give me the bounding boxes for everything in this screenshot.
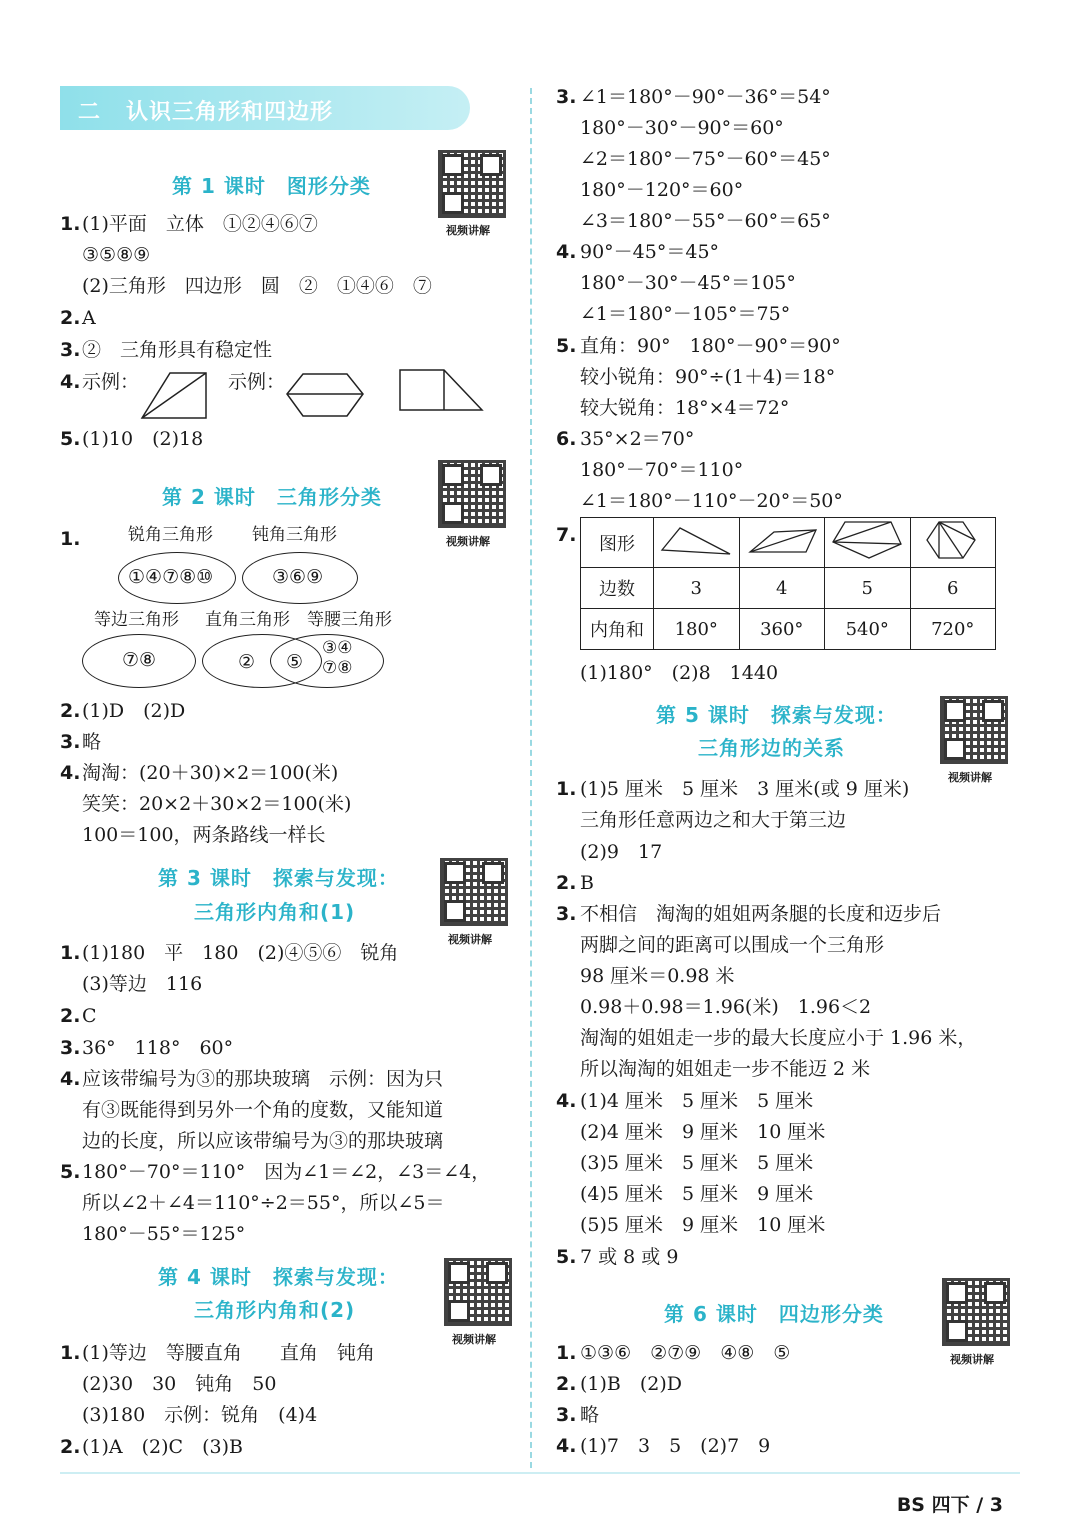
lesson-2-title: 第 2 课时 三角形分类 [162, 485, 382, 509]
q-number: 5. [556, 1246, 577, 1268]
answer-line: 98 厘米＝0.98 米 [580, 965, 735, 987]
row-header-angle-sum: 内角和 [581, 609, 654, 650]
sides-cell: 3 [654, 568, 740, 609]
q-number: 1. [60, 213, 81, 235]
iso-set-a: ③④ [322, 638, 353, 658]
answer-line: 应该带编号为③的那块玻璃 示例：因为只 [82, 1068, 444, 1090]
q-number: 4. [556, 1435, 577, 1457]
answer-line: (1)180 平 180 (2)④⑤⑥ 锐角 [82, 942, 399, 964]
qr-label: 视频讲解 [446, 224, 490, 237]
label-obtuse: 钝角三角形 [252, 525, 337, 545]
sides-cell: 4 [739, 568, 825, 609]
qr-code-icon[interactable] [438, 150, 506, 218]
q-number: 1. [60, 1342, 81, 1364]
answer-line: (2)4 厘米 9 厘米 10 厘米 [580, 1121, 826, 1143]
lesson-4-title: 第 4 课时 探索与发现： [158, 1265, 399, 1289]
qr-label: 视频讲解 [950, 1353, 994, 1366]
answer-line: (1)A (2)C (3)B [82, 1436, 243, 1458]
q-number: 4. [60, 1068, 81, 1090]
answer-line: (5)5 厘米 9 厘米 10 厘米 [580, 1214, 826, 1236]
lesson-3-subtitle: 三角形内角和(1) [194, 900, 356, 924]
column-divider [530, 88, 532, 1468]
q-number: 1. [60, 942, 81, 964]
qr-label: 视频讲解 [446, 535, 490, 548]
q-number: 5. [556, 335, 577, 357]
qr-label: 视频讲解 [948, 771, 992, 784]
q-number: 2. [60, 1436, 81, 1458]
qr-code-icon[interactable] [942, 1278, 1010, 1346]
answer-line: 淘淘的姐姐走一步的最大长度应小于 1.96 米， [580, 1027, 977, 1049]
answer-line: ③⑤⑧⑨ [82, 244, 151, 266]
iso-set-b: ⑦⑧ [322, 658, 353, 678]
hexagon-split-figure [285, 372, 365, 418]
q-number: 2. [556, 1373, 577, 1395]
q-number: 3. [556, 86, 577, 108]
pentagon-icon [829, 518, 905, 562]
answer-line: (1)D (2)D [82, 700, 186, 722]
qr-label: 视频讲解 [448, 933, 492, 946]
answer-line: 所以淘淘的姐姐走一步不能迈 2 米 [580, 1058, 871, 1080]
chapter-number: 二 [78, 100, 101, 125]
q-number: 3. [60, 731, 81, 753]
chapter-banner [60, 86, 470, 130]
obtuse-set: ③⑥⑨ [272, 566, 324, 588]
lesson-4-subtitle: 三角形内角和(2) [194, 1298, 356, 1322]
answer-line: ∠1＝180°－105°＝75° [580, 303, 791, 325]
q-number: 3. [556, 903, 577, 925]
answer-line: 笑笑：20×2＋30×2＝100(米) [82, 793, 352, 815]
qr-code-icon[interactable] [444, 1258, 512, 1326]
sum-cell: 720° [910, 609, 996, 650]
sides-cell: 6 [910, 568, 996, 609]
answer-line: ∠1＝180°－110°－20°＝50° [580, 490, 843, 512]
q-number: 2. [60, 307, 81, 329]
answer-line: (1)180° (2)8 1440 [580, 662, 779, 684]
answer-line: (2)三角形 四边形 圆 ② ①④⑥ ⑦ [82, 275, 432, 297]
q-number: 2. [556, 872, 577, 894]
qr-code-icon[interactable] [438, 460, 506, 528]
lesson-5-title: 第 5 课时 探索与发现： [656, 703, 897, 727]
answer-line: (2)9 17 [580, 841, 663, 863]
answer-line: 两脚之间的距离可以围成一个三角形 [580, 934, 885, 956]
triangle-icon [658, 520, 734, 560]
lesson-6-title: 第 6 课时 四边形分类 [664, 1302, 884, 1326]
answer-line: (1)5 厘米 5 厘米 3 厘米(或 9 厘米) [580, 778, 910, 800]
shape-hexagon [910, 518, 996, 568]
sum-cell: 540° [825, 609, 911, 650]
chapter-title: 认识三角形和四边形 [126, 100, 334, 125]
both-set: ⑤ [286, 651, 304, 673]
answer-line: (1)B (2)D [580, 1373, 683, 1395]
answer-line: 180°－55°＝125° [82, 1223, 246, 1245]
acute-set: ①④⑦⑧⑩ [128, 566, 214, 588]
answer-line: 180°－70°＝110° [580, 459, 744, 481]
page-footer: BS 四下 / 3 [896, 1494, 1003, 1516]
answer-line: (3)5 厘米 5 厘米 5 厘米 [580, 1152, 814, 1174]
answer-line: (2)30 30 钝角 50 [82, 1373, 277, 1395]
answer-line: C [82, 1005, 97, 1027]
answer-line: 略 [580, 1404, 600, 1426]
shape-triangle [654, 518, 740, 568]
answer-line: (3)180 示例：锐角 (4)4 [82, 1404, 318, 1426]
label-equilateral: 等边三角形 [94, 610, 179, 630]
answer-line: 所以∠2＋∠4＝110°÷2＝55°，所以∠5＝ [82, 1192, 445, 1214]
sum-cell: 360° [739, 609, 825, 650]
answer-line: 100＝100，两条路线一样长 [82, 824, 326, 846]
footer-rule [60, 1472, 1020, 1474]
answer-line: ∠1＝180°－90°－36°＝54° [580, 86, 831, 108]
answer-line: 有③既能得到另外一个角的度数，又能知道 [82, 1099, 444, 1121]
lesson-1-title: 第 1 课时 图形分类 [172, 174, 371, 198]
answer-line: A [82, 307, 96, 329]
answer-line: 示例： [82, 371, 140, 393]
answer-line: 直角：90° 180°－90°＝90° [580, 335, 841, 357]
trapezoid-split-figure [398, 368, 484, 412]
answer-line: (1)平面 立体 ①②④⑥⑦ [82, 213, 318, 235]
answer-line: 90°－45°＝45° [580, 241, 720, 263]
qr-label: 视频讲解 [452, 1333, 496, 1346]
answer-line: 边的长度，所以应该带编号为③的那块玻璃 [82, 1130, 444, 1152]
answer-line: 36° 118° 60° [82, 1037, 234, 1059]
answer-line: 淘淘：(20＋30)×2＝100(米) [82, 762, 339, 784]
answer-line: 35°×2＝70° [580, 428, 695, 450]
answer-line: 0.98＋0.98＝1.96(米) 1.96＜2 [580, 996, 872, 1018]
q-number: 4. [60, 762, 81, 784]
answer-line: 180°－70°＝110° 因为∠1＝∠2，∠3＝∠4， [82, 1161, 491, 1183]
q-number: 6. [556, 428, 577, 450]
q-number: 4. [60, 371, 81, 393]
q-number: 2. [60, 1005, 81, 1027]
answer-line: (1)10 (2)18 [82, 428, 204, 450]
answer-line: 7 或 8 或 9 [580, 1246, 679, 1268]
q-number: 5. [60, 428, 81, 450]
shape-quadrilateral [739, 518, 825, 568]
answer-line: (1)7 3 5 (2)7 9 [580, 1435, 771, 1457]
q-number: 4. [556, 1090, 577, 1112]
q-number: 1. [60, 528, 81, 550]
hexagon-icon [915, 518, 991, 562]
answer-line: (1)4 厘米 5 厘米 5 厘米 [580, 1090, 814, 1112]
sides-cell: 5 [825, 568, 911, 609]
q-number: 3. [60, 1037, 81, 1059]
q-number: 7. [556, 524, 577, 546]
q-number: 3. [556, 1404, 577, 1426]
q-number: 3. [60, 339, 81, 361]
answer-line: ∠3＝180°－55°－60°＝65° [580, 210, 831, 232]
answer-line: (3)等边 116 [82, 973, 203, 995]
answer-line: 180°－120°＝60° [580, 179, 744, 201]
answer-line: 略 [82, 731, 102, 753]
q-number: 1. [556, 778, 577, 800]
lesson-5-subtitle: 三角形边的关系 [698, 736, 845, 760]
answer-line: (4)5 厘米 5 厘米 9 厘米 [580, 1183, 814, 1205]
quadrilateral-icon [744, 520, 820, 560]
answer-line: ② 三角形具有稳定性 [82, 339, 273, 361]
label-right: 直角三角形 [205, 610, 290, 630]
qr-code-icon[interactable] [940, 696, 1008, 764]
answer-line: 不相信 淘淘的姐姐两条腿的长度和迈步后 [580, 903, 942, 925]
equilateral-set: ⑦⑧ [122, 649, 157, 671]
q-number: 1. [556, 1342, 577, 1364]
triangle-split-figure [140, 368, 210, 420]
answer-line: 180°－30°－45°＝105° [580, 272, 796, 294]
answer-line: 三角形任意两边之和大于第三边 [580, 809, 847, 831]
row-header-sides: 边数 [581, 568, 654, 609]
answer-line: ∠2＝180°－75°－60°＝45° [580, 148, 831, 170]
row-header-shape: 图形 [581, 518, 654, 568]
answer-line: 较大锐角：18°×4＝72° [580, 397, 790, 419]
q-number: 2. [60, 700, 81, 722]
qr-code-icon[interactable] [440, 858, 508, 926]
label-acute: 锐角三角形 [128, 525, 213, 545]
label-isosceles: 等腰三角形 [307, 610, 392, 630]
q-number: 4. [556, 241, 577, 263]
answer-line: (1)等边 等腰直角 直角 钝角 [82, 1342, 375, 1364]
shape-pentagon [825, 518, 911, 568]
lesson-3-title: 第 3 课时 探索与发现： [158, 866, 399, 890]
right-set: ② [238, 651, 256, 673]
answer-line: ①③⑥ ②⑦⑨ ④⑧ ⑤ [580, 1342, 791, 1364]
answer-line: 示例： [228, 371, 286, 393]
q-number: 5. [60, 1161, 81, 1183]
answer-line: B [580, 872, 594, 894]
polygon-table [580, 517, 996, 650]
answer-line: 180°－30°－90°＝60° [580, 117, 784, 139]
sum-cell: 180° [654, 609, 740, 650]
answer-line: 较小锐角：90°÷(1＋4)＝18° [580, 366, 836, 388]
